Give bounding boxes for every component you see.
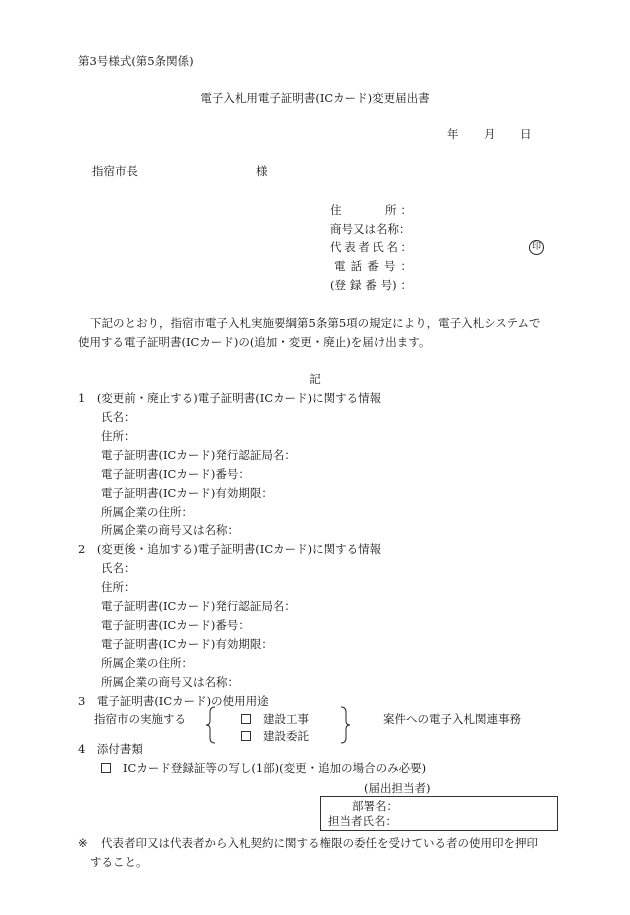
s1-field-number: 電子証明書(ICカード)番号： [101,467,250,481]
s2-field-name: 氏名： [101,561,136,575]
seal-mark: 印 [529,240,544,255]
company-name-label: 商号又は名称： [330,222,411,236]
s2-field-company-name: 所属企業の商号又は名称： [101,675,239,689]
attachment-item[interactable] [101,763,426,775]
consignment-label: 建設委託 [263,729,309,743]
intro-line-2: 使用する電子証明書(ICカード)の(追加・変更・廃止)を届け出ます。 [78,335,431,349]
construction-checkbox[interactable] [241,714,251,724]
section-2-heading: 2 (変更後・追加する)電子証明書(ICカード)に関する情報 [78,542,382,556]
ki-marker: 記 [309,372,321,386]
intro-line-1: 下記のとおり，指宿市電子入札実施要綱第5条第5項の規定により，電子入札システムで [90,316,541,330]
s1-field-expiry: 電子証明書(ICカード)有効期限： [101,486,273,500]
s2-field-company-address: 所属企業の住所： [101,656,193,670]
representative-label: 代 表 者 氏 名 ： [330,240,412,254]
date-day: 日 [520,127,532,141]
attachment-checkbox[interactable] [101,763,111,773]
note-line-1: 代表者印又は代表者から入札契約に関する権限の委任を受けている者の使用印を押印 [101,836,538,850]
phone-label: 電 話 番 号 ： [334,259,412,273]
s2-field-expiry: 電子証明書(ICカード)有効期限： [101,637,273,651]
document-title: 電子入札用電子証明書(ICカード)変更届出書 [200,91,430,105]
left-brace-icon [205,706,217,744]
usage-right-label: 案件への電子入札関連事務 [383,712,521,726]
date-year: 年 [447,127,459,141]
option-construction[interactable] [241,714,309,726]
s1-field-name: 氏名： [101,410,136,424]
section-3-heading: 3 電子証明書(ICカード)の使用用途 [78,694,269,708]
s2-field-issuer: 電子証明書(ICカード)発行認証局名： [101,599,296,613]
addressee-name: 指宿市長 [92,164,138,178]
right-brace-icon [339,706,351,744]
s1-field-address: 住所： [101,429,136,443]
option-consignment[interactable] [241,731,309,743]
s1-field-issuer: 電子証明書(ICカード)発行認証局名： [101,448,296,462]
consignment-checkbox[interactable] [241,731,251,741]
s2-field-number: 電子証明書(ICカード)番号： [101,618,250,632]
contact-heading: (届出担当者) [364,781,431,795]
department-label: 部署名： [352,799,398,813]
registration-label: (登 録 番 号) ： [330,278,412,292]
note-line-2: すること。 [90,855,148,869]
address-label: 住 所 ： [330,203,412,217]
note-mark: ※ [78,836,88,850]
section-1-heading: 1 (変更前・廃止する)電子証明書(ICカード)に関する情報 [78,391,382,405]
attachment-label: ICカード登録証等の写し(1部)(変更・追加の場合のみ必要) [123,761,427,775]
s1-field-company-address: 所属企業の住所： [101,505,193,519]
addressee-honorific: 様 [256,164,268,178]
section-4-heading: 4 添付書類 [78,742,143,756]
usage-left-label: 指宿市の実施する [94,712,186,726]
construction-label: 建設工事 [263,712,309,726]
s1-field-company-name: 所属企業の商号又は名称： [101,523,239,537]
person-label: 担当者氏名： [328,814,397,828]
s2-field-address: 住所： [101,580,136,594]
date-month: 月 [484,127,496,141]
form-number: 第3号様式(第5条関係) [78,54,194,68]
